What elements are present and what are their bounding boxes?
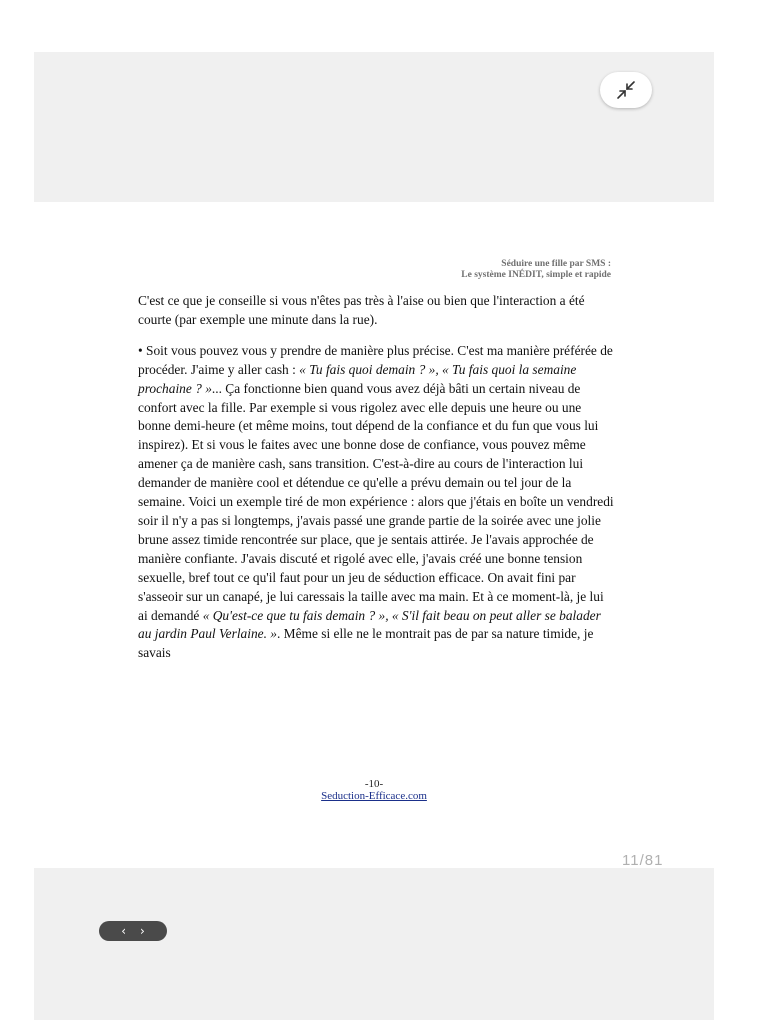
paragraph-2-text-b: ... Ça fonctionne bien quand vous avez déjà bâti un certain niveau de confort avec la fille. Par exemple si vous rigolez avec elle depuis une heure ou une bonne demi-heure (et même moins, tout dépend de la confiance et du fun que vous lui inspirez). Et si vous le faites avec une bonne dose de confiance, vous pouvez même amener ça de manière cash, sans transition. C'est-à-dire au cours de l'interaction lui demander de manière cool et détendue ce qu'elle a prévu demain ou tel jour de la semaine. Voici un exemple tiré de mon expérience : alors que j'étais en boîte un vendredi soir il n'y a pas si longtemps, j'avais passé une grande partie de la soirée avec une jolie brune assez timide rencontrée sur place, que je sentais attirée. Je l'avais approchée de manière confiante. J'avais discuté et rigolé avec elle, j'avais créé une bonne tension sexuelle, bref tout ce qu'il faut pour un jeu de séduction efficace. On avait fini par s'asseoir sur un canapé, je lui caressais la taille avec ma main. Et à ce moment-là, je lui ai demandé (138, 380, 614, 623)
paragraph-2-quote-1: « Tu fais quoi demain ? », « Tu fais quoi la semaine prochaine ? » (138, 361, 577, 396)
collapse-arrows-icon (616, 80, 636, 100)
chevron-right-icon[interactable]: › (140, 924, 145, 938)
page-navigation (99, 921, 167, 941)
collapse-button[interactable] (600, 72, 652, 108)
header-line-1: Séduire une fille par SMS : (501, 259, 611, 269)
footer-site-link[interactable]: Seduction-Efficace.com (321, 790, 427, 802)
footer-page-number: -10- (364, 778, 384, 790)
running-header (461, 259, 611, 281)
chevron-left-icon[interactable]: ‹ (121, 924, 126, 938)
paragraph-2 (138, 342, 616, 663)
page-footer (34, 778, 714, 802)
paragraph-1: C'est ce que je conseille si vous n'êtes pas très à l'aise ou bien que l'interaction a été courte (par exemple une minute dans la rue). (138, 293, 585, 327)
paragraph-2-quote-2: « Qu'est-ce que tu fais demain ? », « S'il fait beau on peut aller se balader au jardin Paul Verlaine. » (138, 607, 601, 642)
bottom-panel (34, 868, 714, 1020)
document-page (34, 202, 714, 868)
top-panel (34, 52, 714, 202)
paragraph-2-text-a: • Soit vous pouvez vous y prendre de manière plus précise. C'est ma manière préférée de procéder. J'aime y aller cash : (138, 342, 613, 377)
paragraph-2-text-c: . Même si elle ne le montrait pas de par sa nature timide, je savais (138, 626, 594, 661)
page-counter: 11/81 (622, 852, 664, 869)
header-line-2: Le système INÉDIT, simple et rapide (461, 270, 611, 280)
document-viewer (34, 52, 714, 1020)
page-body (138, 292, 616, 675)
